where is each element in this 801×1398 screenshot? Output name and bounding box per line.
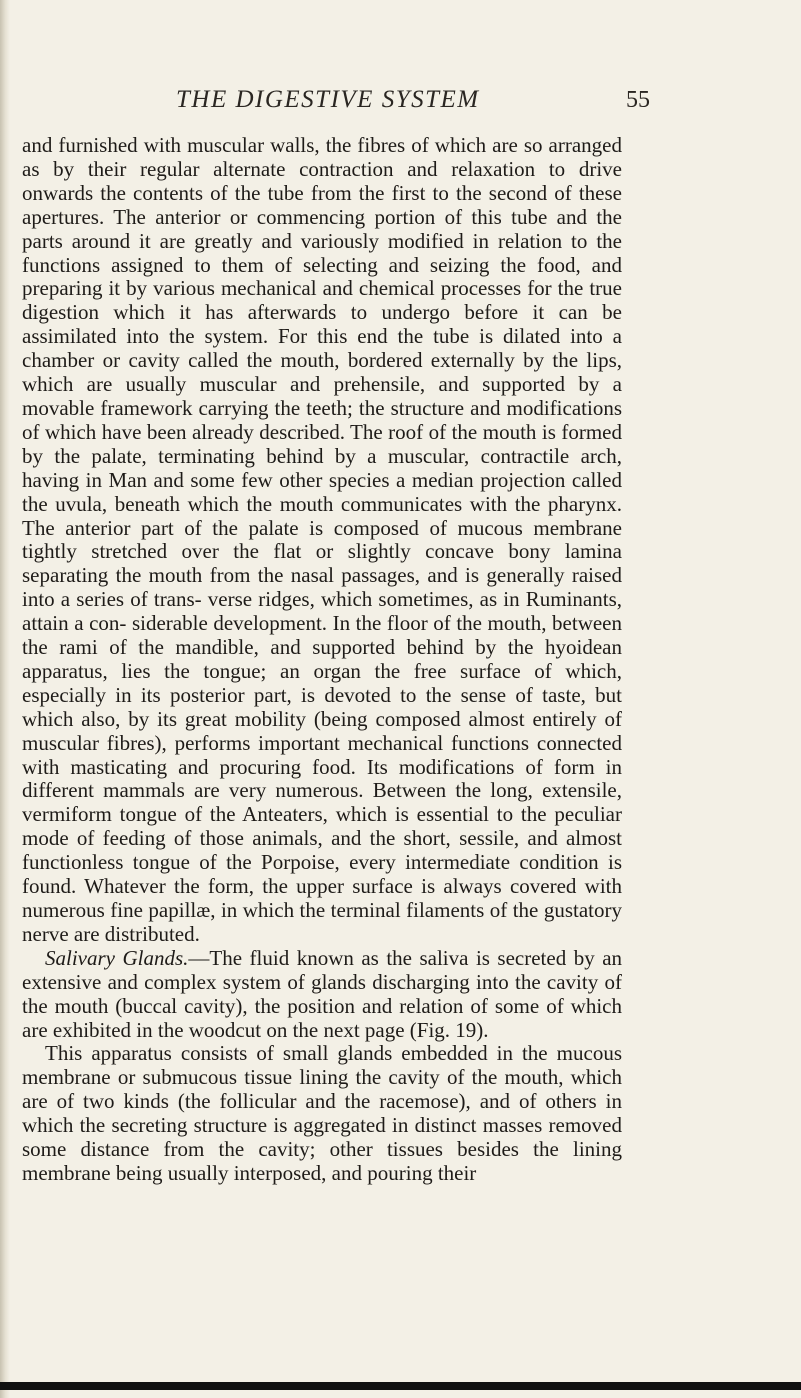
page-edge-shadow: [0, 0, 10, 1398]
running-header: [0, 86, 801, 126]
section-heading-salivary-glands: Salivary Glands.: [45, 945, 189, 970]
running-title: THE DIGESTIVE SYSTEM: [176, 86, 480, 113]
bottom-edge-rule: [0, 1382, 801, 1390]
body-text: [22, 134, 622, 1186]
paragraph-1: and furnished with muscular walls, the fibres of which are so arranged as by their regular alternate contraction and relaxation to drive onwards the contents of the tube from the first to the second of these apertures. The anterior or commencing portion of this tube and the parts around it are greatly and variously modified in relation to the functions assigned to them of selecting and seizing the food, and preparing it by various mechanical and chemical processes for the true digestion which it has afterwards to undergo before it can be assimilated into the system. For this end the tube is dilated into a chamber or cavity called the mouth, bordered externally by the lips, which are usually muscular and prehensile, and supported by a movable framework carrying the teeth; the structure and modifications of which have been already described. The roof of the mouth is formed by the palate, terminating behind by a muscular, contractile arch, having in Man and some few other species a median projection called the uvula, beneath which the mouth communicates with the pharynx. The anterior part of the palate is composed of mucous membrane tightly stretched over the flat or slightly concave bony lamina separating the mouth from the nasal passages, and is generally raised into a series of trans- verse ridges, which sometimes, as in Ruminants, attain a con- siderable development. In the floor of the mouth, between the rami of the mandible, and supported behind by the hyoidean apparatus, lies the tongue; an organ the free surface of which, especially in its posterior part, is devoted to the sense of taste, but which also, by its great mobility (being composed almost entirely of muscular fibres), performs important mechanical functions connected with masticating and procuring food. Its modifications of form in different mammals are very numerous. Between the long, extensile, vermiform tongue of the Anteaters, which is essential to the peculiar mode of feeding of those animals, and the short, sessile, and almost functionless tongue of the Porpoise, every intermediate condition is found. Whatever the form, the upper surface is always covered with numerous fine papillæ, in which the terminal filaments of the gustatory nerve are distributed.: [22, 133, 622, 946]
paragraph-3: This apparatus consists of small glands embedded in the mucous membrane or submucous tissue lining the cavity of the mouth, which are of two kinds (the follicular and the racemose), and of others in which the secreting structure is aggregated in distinct masses removed some distance from the cavity; other tissues besides the lining membrane being usually interposed, and pouring their: [22, 1041, 622, 1185]
paragraph-2-text: —The fluid known as the saliva is secreted by an extensive and complex system of glands discharging into the cavity of the mouth (buccal cavity), the position and relation of some of which are exhibited in the woodcut on the next page (Fig. 19).: [22, 945, 623, 1042]
paragraph-salivary-glands: [22, 947, 622, 1043]
page-number: 55: [626, 87, 650, 113]
